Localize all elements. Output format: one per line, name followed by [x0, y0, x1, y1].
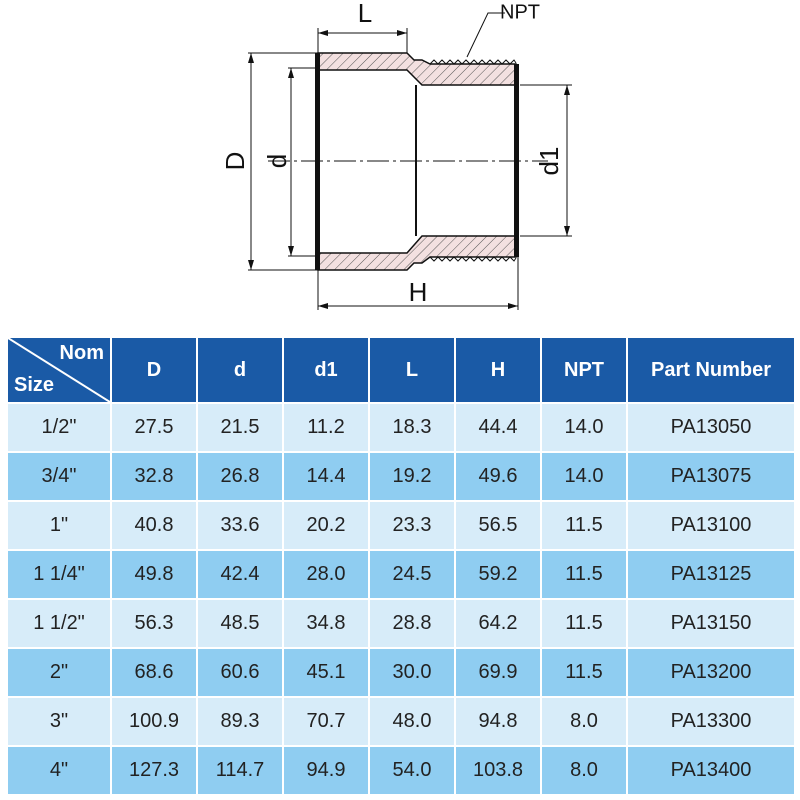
- cell-d: 48.5: [198, 600, 284, 649]
- cell-D: 49.8: [112, 551, 198, 600]
- table-row: [8, 747, 794, 796]
- cell-L: 28.8: [370, 600, 456, 649]
- cell-part-number: PA13400: [628, 747, 794, 796]
- cell-d1: 11.2: [284, 404, 370, 453]
- column-header-part-number: Part Number: [628, 338, 794, 404]
- cell-d: 89.3: [198, 698, 284, 747]
- cell-d1: 70.7: [284, 698, 370, 747]
- cell-H: 69.9: [456, 649, 542, 698]
- dimension-d-label: d: [261, 153, 292, 169]
- cell-D: 127.3: [112, 747, 198, 796]
- cell-H: 56.5: [456, 502, 542, 551]
- cell-L: 18.3: [370, 404, 456, 453]
- cell-part-number: PA13300: [628, 698, 794, 747]
- cell-part-number: PA13100: [628, 502, 794, 551]
- cell-NPT: 11.5: [542, 600, 628, 649]
- cell-d: 114.7: [198, 747, 284, 796]
- cell-D: 27.5: [112, 404, 198, 453]
- column-header-d1: d1: [284, 338, 370, 404]
- cell-d: 33.6: [198, 502, 284, 551]
- npt-label: NPT: [500, 1, 540, 24]
- cell-D: 56.3: [112, 600, 198, 649]
- cell-H: 44.4: [456, 404, 542, 453]
- bottom-wall-section: [318, 236, 516, 270]
- cell-d: 26.8: [198, 453, 284, 502]
- corner-label-nom: Nom: [59, 342, 104, 364]
- column-header-NPT: NPT: [542, 338, 628, 404]
- cell-part-number: PA13125: [628, 551, 794, 600]
- dimension-H-label: H: [408, 276, 428, 307]
- cell-H: 49.6: [456, 453, 542, 502]
- fitting-cross-section-drawing: [0, 0, 800, 325]
- cell-size: 1/2": [8, 404, 112, 453]
- header-corner-cell: [8, 338, 112, 404]
- cell-D: 40.8: [112, 502, 198, 551]
- cell-H: 94.8: [456, 698, 542, 747]
- cell-NPT: 11.5: [542, 502, 628, 551]
- cell-d1: 94.9: [284, 747, 370, 796]
- cell-d1: 28.0: [284, 551, 370, 600]
- dimension-D-label: D: [219, 151, 250, 171]
- cell-size: 1 1/2": [8, 600, 112, 649]
- cell-L: 30.0: [370, 649, 456, 698]
- table-header-row: [8, 338, 794, 404]
- cell-H: 64.2: [456, 600, 542, 649]
- table-body: [8, 404, 794, 796]
- cell-size: 1 1/4": [8, 551, 112, 600]
- table-row: [8, 551, 794, 600]
- cell-H: 103.8: [456, 747, 542, 796]
- top-wall-section: [318, 53, 516, 85]
- cell-NPT: 14.0: [542, 404, 628, 453]
- cell-d: 60.6: [198, 649, 284, 698]
- cell-part-number: PA13200: [628, 649, 794, 698]
- cell-size: 3": [8, 698, 112, 747]
- cell-d: 42.4: [198, 551, 284, 600]
- cell-NPT: 14.0: [542, 453, 628, 502]
- cell-size: 1": [8, 502, 112, 551]
- cell-NPT: 11.5: [542, 551, 628, 600]
- cell-size: 4": [8, 747, 112, 796]
- cell-NPT: 8.0: [542, 698, 628, 747]
- column-header-D: D: [112, 338, 198, 404]
- corner-label-size: Size: [14, 374, 55, 396]
- cell-D: 32.8: [112, 453, 198, 502]
- cell-d1: 14.4: [284, 453, 370, 502]
- cell-L: 48.0: [370, 698, 456, 747]
- cell-D: 100.9: [112, 698, 198, 747]
- table-row: [8, 453, 794, 502]
- cell-part-number: PA13150: [628, 600, 794, 649]
- column-header-L: L: [370, 338, 456, 404]
- cell-H: 59.2: [456, 551, 542, 600]
- cell-L: 24.5: [370, 551, 456, 600]
- table-row: [8, 649, 794, 698]
- cell-NPT: 11.5: [542, 649, 628, 698]
- table-row: [8, 600, 794, 649]
- cell-L: 54.0: [370, 747, 456, 796]
- cell-d1: 20.2: [284, 502, 370, 551]
- specification-table: [8, 338, 794, 796]
- table-row: [8, 502, 794, 551]
- cell-d1: 34.8: [284, 600, 370, 649]
- cell-part-number: PA13050: [628, 404, 794, 453]
- column-header-d: d: [198, 338, 284, 404]
- cell-d: 21.5: [198, 404, 284, 453]
- cell-part-number: PA13075: [628, 453, 794, 502]
- cell-d1: 45.1: [284, 649, 370, 698]
- cell-D: 68.6: [112, 649, 198, 698]
- table-row: [8, 404, 794, 453]
- dimension-d1-label: d1: [533, 146, 564, 176]
- table-row: [8, 698, 794, 747]
- cell-size: 3/4": [8, 453, 112, 502]
- cell-L: 23.3: [370, 502, 456, 551]
- column-header-H: H: [456, 338, 542, 404]
- dimension-L-label: L: [357, 0, 373, 28]
- cell-size: 2": [8, 649, 112, 698]
- cell-L: 19.2: [370, 453, 456, 502]
- cell-NPT: 8.0: [542, 747, 628, 796]
